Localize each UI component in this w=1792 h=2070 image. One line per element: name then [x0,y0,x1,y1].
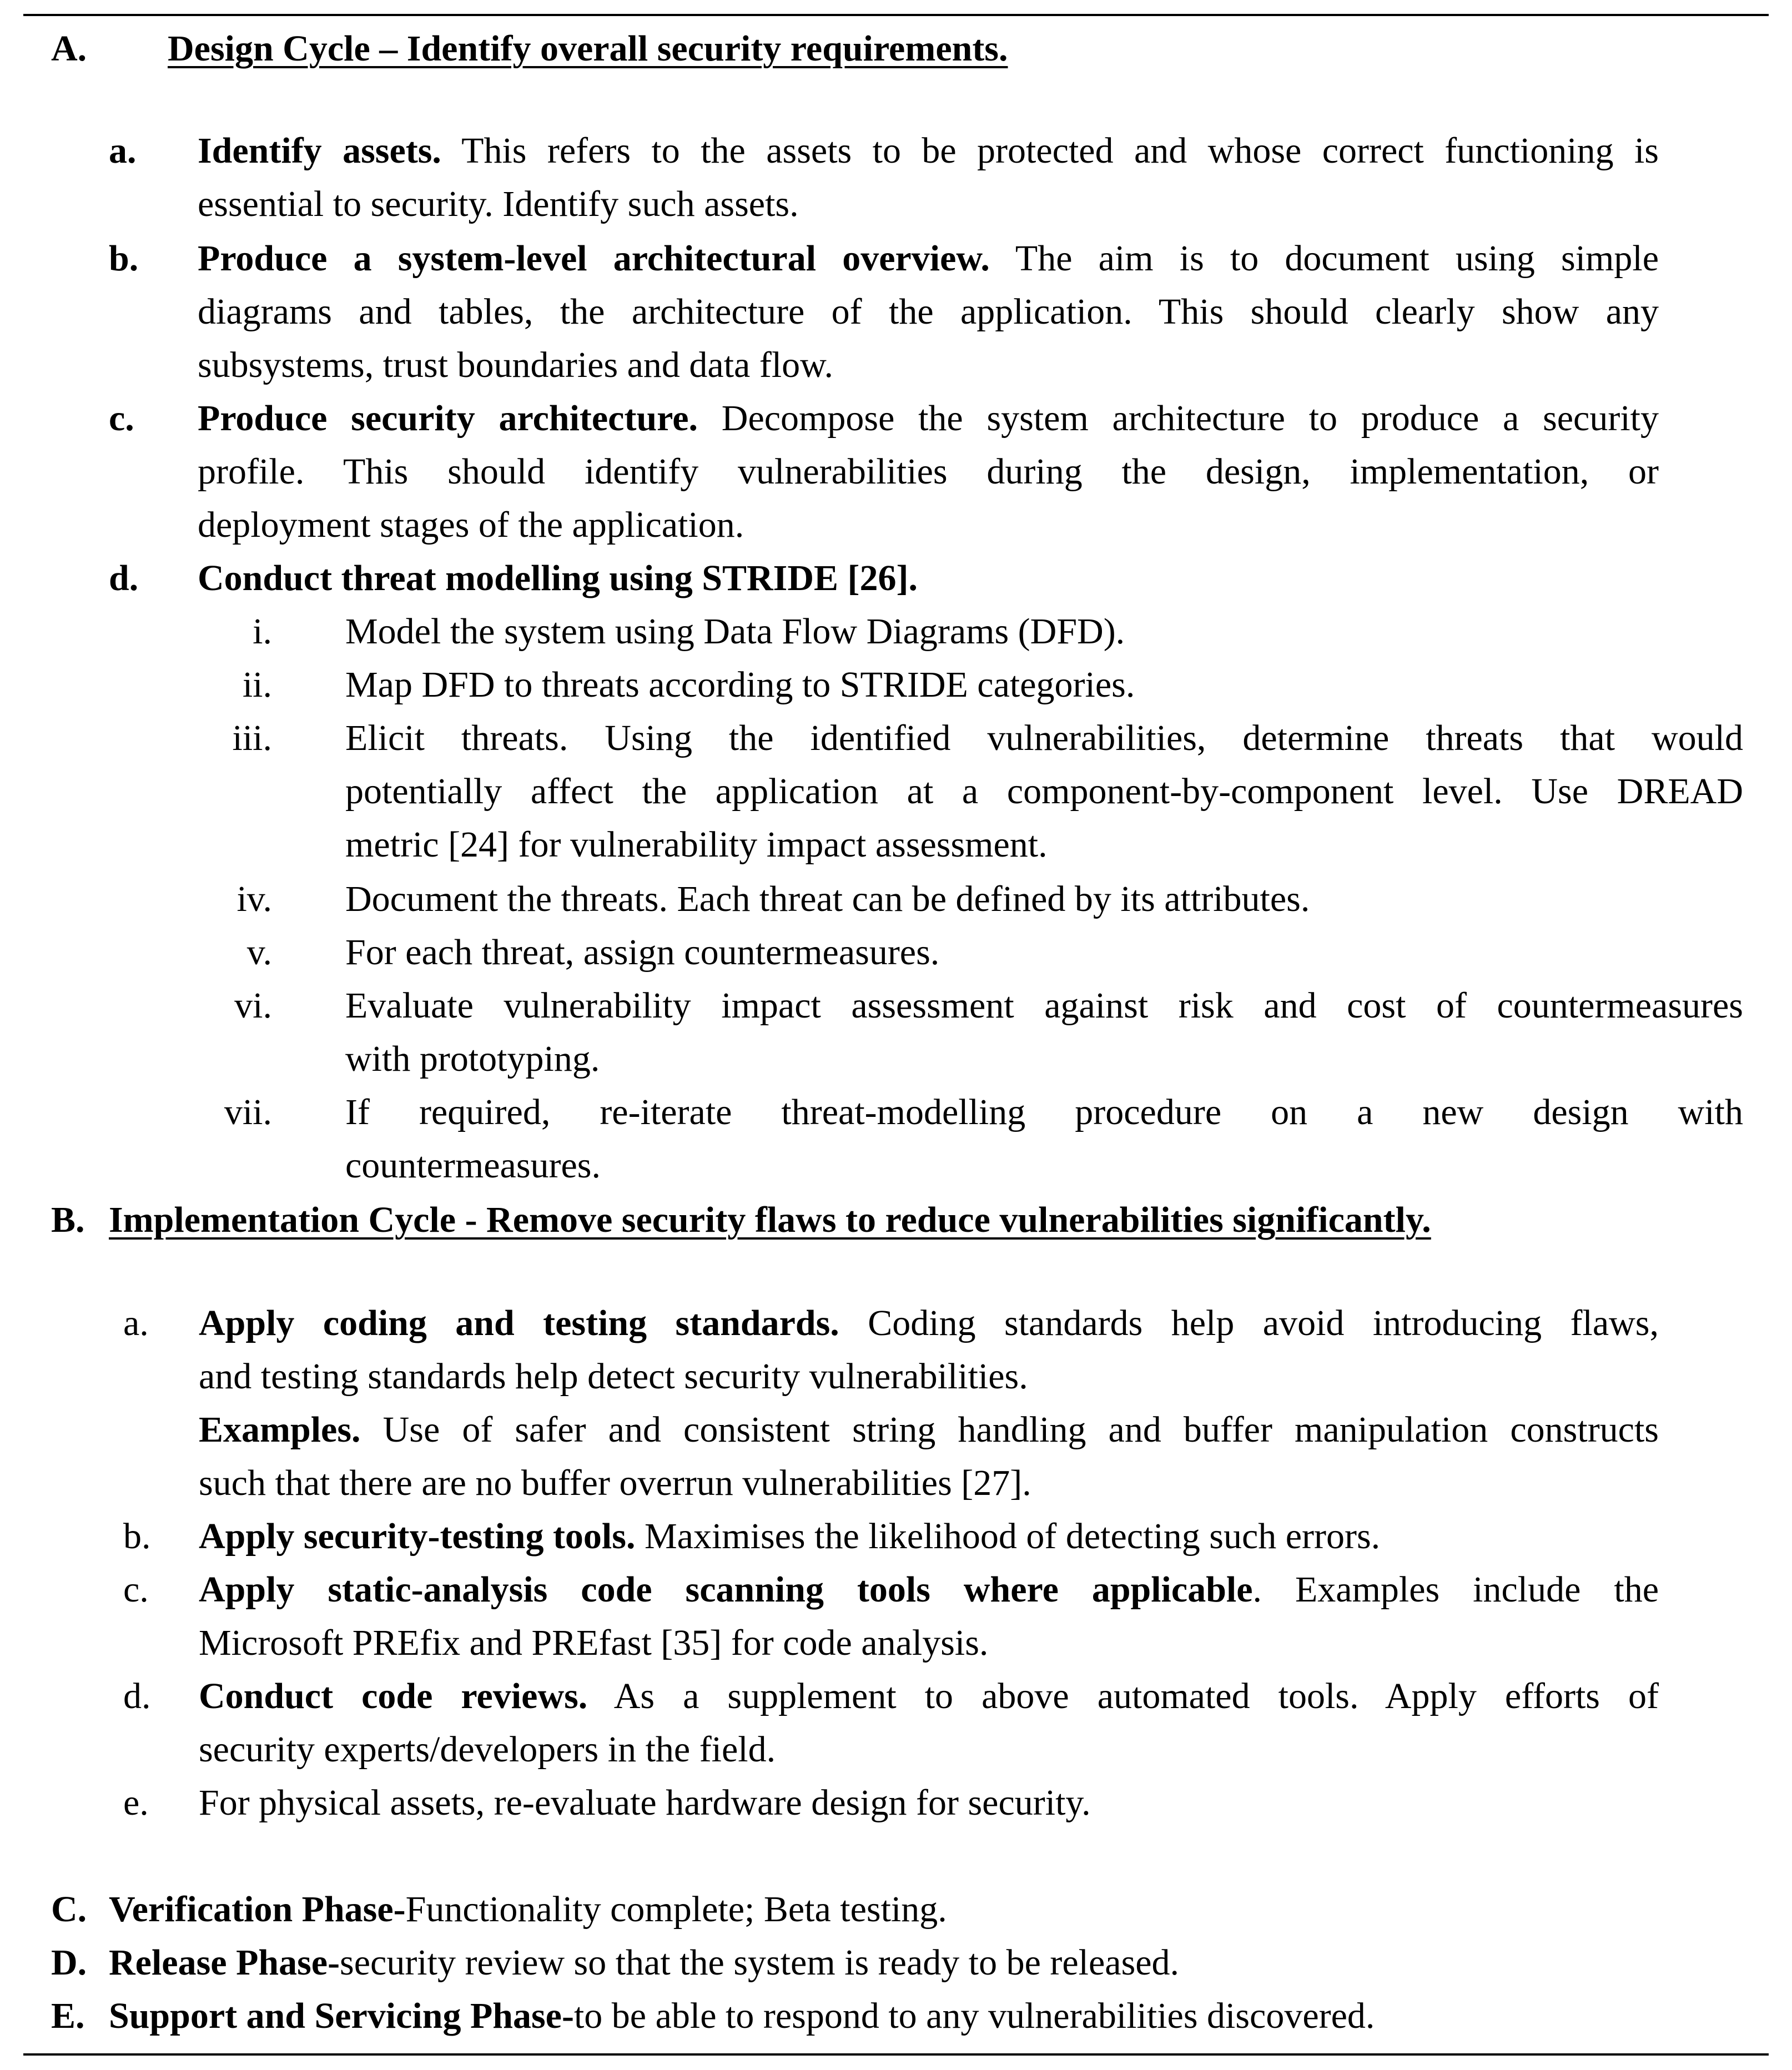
sub-vi-marker: vi. [234,985,272,1026]
section-a-title: Design Cycle – Identify overall security requirements. [168,28,1008,69]
section-e-marker: E. [51,1996,85,2036]
item-a-marker: a. [109,130,137,171]
item-b-bold: Produce a system-level architectural overview. [198,238,990,279]
section-d-line [109,1936,1179,1990]
item-c-line-3: deployment stages of the application. [198,505,744,545]
sub-v-marker: v. [246,932,272,973]
item-a-line-2: essential to security. Identify such assets. [198,184,799,224]
b-item-d-marker: d. [123,1676,151,1716]
item-b-line-2: diagrams and tables, the architecture of the application. This should clearly show any [198,291,1659,332]
sub-vii-line-1: If required, re-iterate threat-modelling procedure on a new design with [345,1092,1743,1132]
b-item-c-marker: c. [123,1569,149,1610]
sub-vi-line-1: Evaluate vulnerability impact assessment against risk and cost of countermeasures [345,985,1743,1026]
item-a-line-1 [198,124,1659,178]
item-d-marker: d. [109,558,139,598]
b-item-a-line-1 [199,1297,1659,1350]
section-c-bold: Verification Phase- [109,1889,406,1930]
item-b-line-3: subsystems, trust boundaries and data flow. [198,345,834,385]
item-c-bold: Produce security architecture. [198,398,698,439]
item-b-text-1: The aim is to document using simple [989,238,1659,279]
section-c-text: Functionality complete; Beta testing. [405,1889,947,1930]
sub-iv-line-1: Document the threats. Each threat can be defined by its attributes. [345,879,1310,919]
bottom-rule [23,2053,1769,2056]
b-item-a-example-text-1: Use of safer and consistent string handling and buffer manipulation constructs [360,1409,1659,1450]
section-e-bold: Support and Servicing Phase- [109,1996,574,2036]
item-d-title: Conduct threat modelling using STRIDE [26]. [198,558,918,598]
item-c-line-2: profile. This should identify vulnerabilities during the design, implementation, or [198,451,1659,492]
item-b-marker: b. [109,238,139,279]
sub-i-line-1: Model the system using Data Flow Diagrams (DFD). [345,611,1125,652]
section-a-marker: A. [51,28,87,69]
b-item-d-bold: Conduct code reviews. [199,1676,588,1716]
section-e-text: to be able to respond to any vulnerabilities discovered. [573,1996,1375,2036]
sub-iii-line-2: potentially affect the application at a component-by-component level. Use DREAD [345,771,1743,812]
sub-iii-marker: iii. [232,718,272,758]
section-e-line [109,1990,1375,2043]
b-item-c-bold: Apply static-analysis code scanning tools where applicable [199,1569,1253,1610]
sub-i-marker: i. [253,611,272,652]
b-item-a-line-2: and testing standards help detect security vulnerabilities. [199,1356,1028,1397]
section-d-text: security review so that the system is ready to be released. [340,1942,1180,1983]
sub-ii-marker: ii. [242,664,272,705]
sub-iii-line-1: Elicit threats. Using the identified vulnerabilities, determine threats that would [345,718,1743,758]
sub-vii-marker: vii. [224,1092,272,1132]
b-item-a-example-bold: Examples. [199,1409,361,1450]
b-item-a-text-1: Coding standards help avoid introducing flaws, [839,1303,1659,1343]
b-item-d-line-1 [199,1670,1659,1723]
top-rule [23,14,1769,16]
item-c-text-1: Decompose the system architecture to produce a security [698,398,1659,439]
section-b-title: Implementation Cycle - Remove security flaws to reduce vulnerabilities significantly. [109,1200,1431,1240]
sub-vii-line-2: countermeasures. [345,1145,601,1186]
item-b-line-1 [198,232,1659,285]
b-item-e-line-1: For physical assets, re-evaluate hardware design for security. [199,1782,1091,1823]
section-c-line [109,1883,947,1936]
sub-ii-line-1: Map DFD to threats according to STRIDE categories. [345,664,1135,705]
b-item-d-line-2: security experts/developers in the field. [199,1729,776,1770]
b-item-a-example-line-1 [199,1403,1659,1457]
sub-iii-line-3: metric [24] for vulnerability impact assessment. [345,824,1048,865]
sub-iv-marker: iv. [236,879,272,919]
b-item-a-example-line-2: such that there are no buffer overrun vulnerabilities [27]. [199,1463,1031,1503]
b-item-e-marker: e. [123,1782,149,1823]
b-item-a-bold: Apply coding and testing standards. [199,1303,839,1343]
section-d-marker: D. [51,1942,87,1983]
b-item-b-text-1: Maximises the likelihood of detecting such errors. [635,1516,1381,1557]
b-item-b-bold: Apply security-testing tools. [199,1516,636,1557]
b-item-c-text-1: . Examples include the [1252,1569,1659,1610]
b-item-b-marker: b. [123,1516,151,1557]
b-item-d-text-1: As a supplement to above automated tools. Apply efforts of [587,1676,1659,1716]
item-c-marker: c. [109,398,134,439]
b-item-c-line-2: Microsoft PREfix and PREfast [35] for code analysis. [199,1623,989,1663]
section-b-marker: B. [51,1200,85,1240]
section-d-bold: Release Phase- [109,1942,340,1983]
item-a-text-1: This refers to the assets to be protected and whose correct functioning is [441,130,1659,171]
b-item-c-line-1 [199,1563,1659,1616]
b-item-a-marker: a. [123,1303,149,1343]
b-item-b-line-1 [199,1510,1380,1563]
section-c-marker: C. [51,1889,87,1930]
item-a-bold: Identify assets. [198,130,441,171]
sub-v-line-1: For each threat, assign countermeasures. [345,932,940,973]
sub-vi-line-2: with prototyping. [345,1039,600,1079]
item-c-line-1 [198,392,1659,445]
